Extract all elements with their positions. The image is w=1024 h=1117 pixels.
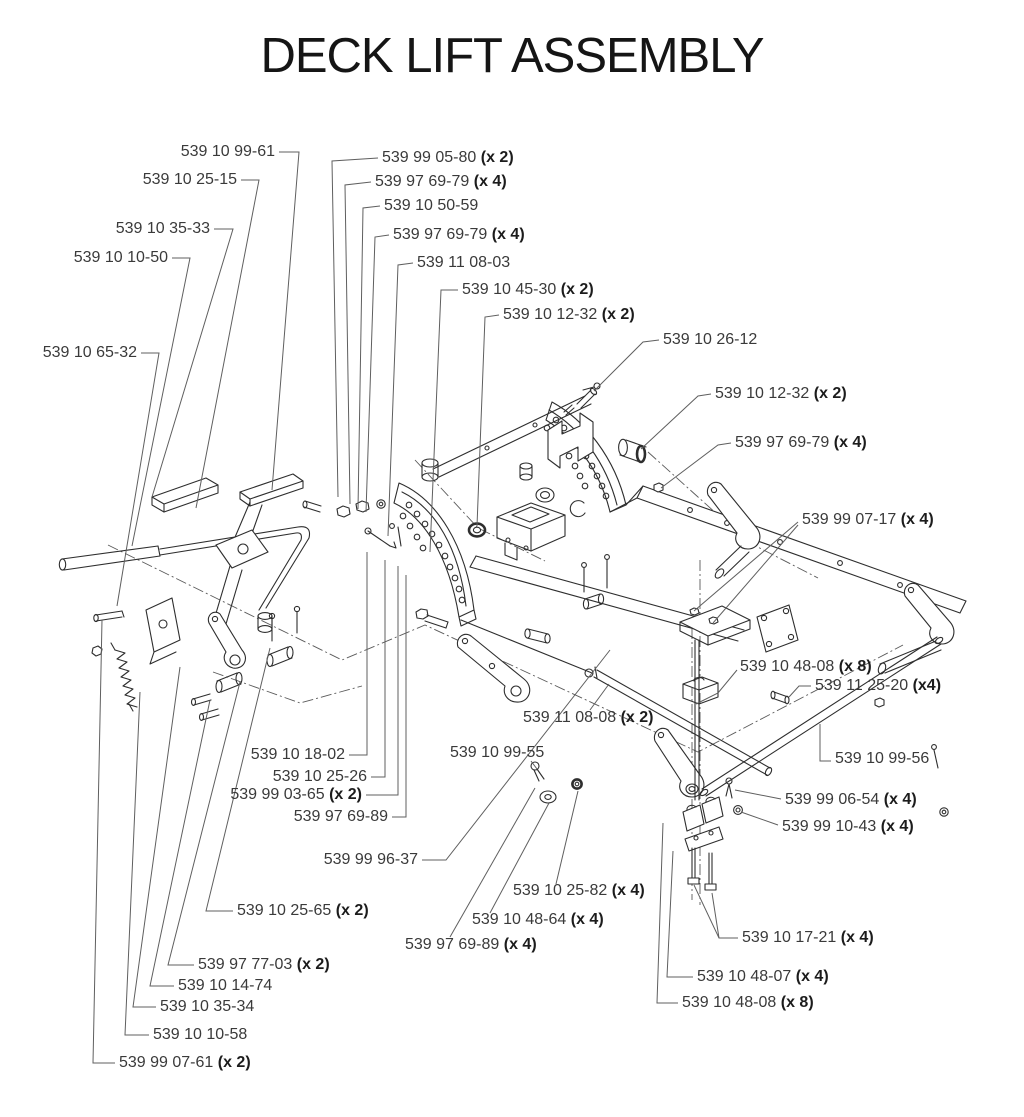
- part-qty: (x 4): [879, 791, 917, 808]
- leader-line: [789, 686, 811, 697]
- mounting-plate: [757, 605, 798, 652]
- diagram-title: DECK LIFT ASSEMBLY: [260, 29, 764, 83]
- part-label: 539 99 07-17 (x 4): [802, 511, 934, 528]
- part-label: 539 10 25-65 (x 2): [237, 902, 369, 919]
- part-qty: (x 4): [566, 911, 604, 928]
- leader-line: [667, 851, 693, 977]
- part-label: 539 10 48-64 (x 4): [472, 911, 604, 928]
- part-label: 539 10 35-33: [115, 220, 210, 237]
- leader-line: [371, 560, 385, 777]
- leader-line: [392, 575, 406, 817]
- part-qty: (x 2): [213, 1054, 251, 1071]
- part-qty: (x 8): [834, 658, 872, 675]
- clamp-plate: [685, 827, 723, 851]
- part-label: 539 10 25-26: [272, 768, 367, 785]
- part-qty: (x 8): [776, 994, 814, 1011]
- leader-line: [735, 790, 781, 799]
- part-label: 539 10 48-07 (x 4): [697, 968, 829, 985]
- leader-line: [272, 152, 299, 490]
- part-label: 539 10 48-08 (x 8): [740, 658, 872, 675]
- upper-clamp-block: [683, 677, 718, 704]
- part-label: 539 10 10-50: [73, 249, 168, 266]
- leader-line: [117, 353, 159, 606]
- clamp-bolts: [688, 848, 716, 890]
- part-label: 539 97 69-79 (x 4): [393, 226, 525, 243]
- leader-line: [741, 812, 778, 825]
- leader-line: [332, 158, 378, 497]
- part-qty: (x 2): [292, 956, 330, 973]
- part-label: 539 10 65-32: [42, 344, 137, 361]
- part-qty: (x 4): [791, 968, 829, 985]
- leader-line: [349, 552, 367, 755]
- fastener-cluster: [303, 500, 401, 548]
- part-qty: (x 4): [469, 173, 507, 190]
- part-label: 539 10 50-59: [384, 197, 479, 214]
- part-label: 539 10 14-74: [178, 977, 273, 994]
- leader-line: [125, 692, 149, 1035]
- part-qty: (x 4): [607, 882, 645, 899]
- part-label: 539 10 18-02: [250, 746, 345, 763]
- washer-cluster: [531, 762, 582, 803]
- leader-line: [366, 235, 389, 512]
- part-qty: (x 4): [487, 226, 525, 243]
- leader-line: [358, 206, 380, 509]
- leader-line: [168, 682, 240, 965]
- leader-line: [93, 620, 115, 1063]
- part-label: 539 11 25-20 (x4): [815, 677, 942, 694]
- part-qty: (x 4): [499, 936, 537, 953]
- leader-line: [150, 700, 210, 986]
- part-qty: (x 2): [597, 306, 635, 323]
- center-box-bracket: [497, 503, 565, 560]
- part-label: 539 99 06-54 (x 4): [785, 791, 917, 808]
- part-label: 539 99 07-61 (x 2): [119, 1054, 251, 1071]
- part-label: 539 10 45-30 (x 2): [462, 281, 594, 298]
- part-label: 539 10 25-15: [142, 171, 237, 188]
- part-qty: (x 2): [331, 902, 369, 919]
- leader-line: [345, 182, 371, 504]
- part-label: 539 10 10-58: [153, 1026, 248, 1043]
- leader-line: [594, 340, 659, 391]
- part-label: 539 99 10-43 (x 4): [782, 818, 914, 835]
- part-label: 539 10 25-82 (x 4): [513, 882, 645, 899]
- leader-line: [590, 684, 609, 710]
- part-label: 539 11 08-08 (x 2): [523, 709, 654, 726]
- leader-line: [366, 566, 398, 795]
- part-qty: (x 2): [809, 385, 847, 402]
- part-qty: (x4): [908, 677, 942, 694]
- spring: [111, 643, 137, 711]
- part-qty: (x 4): [829, 434, 867, 451]
- part-label: 539 10 35-34: [160, 998, 255, 1015]
- part-qty: (x 2): [556, 281, 594, 298]
- clamp-blocks: [683, 797, 723, 831]
- part-qty: (x 4): [836, 929, 874, 946]
- part-label: 539 10 12-32 (x 2): [715, 385, 847, 402]
- part-qty: (x 4): [896, 511, 934, 528]
- leader-line: [152, 229, 233, 497]
- part-label: 539 10 26-12: [663, 331, 758, 348]
- lift-arm-bottom: [654, 728, 704, 797]
- lift-handle-assembly: [59, 474, 401, 720]
- leader-line: [820, 724, 831, 761]
- part-label: 539 10 12-32 (x 2): [503, 306, 635, 323]
- part-label: 539 10 17-21 (x 4): [742, 929, 874, 946]
- part-label: 539 99 96-37: [323, 851, 418, 868]
- part-label: 539 99 03-65 (x 2): [230, 786, 362, 803]
- part-qty: (x 2): [476, 149, 514, 166]
- lift-arm-left: [457, 634, 529, 702]
- part-label: 539 10 99-61: [180, 143, 275, 160]
- part-label: 539 99 05-80 (x 2): [382, 149, 514, 166]
- part-label: 539 97 77-03 (x 2): [198, 956, 330, 973]
- part-qty: (x 2): [324, 786, 362, 803]
- part-label: 539 10 48-08 (x 8): [682, 994, 814, 1011]
- part-label: 539 10 99-55: [450, 744, 545, 761]
- part-label: 539 11 08-03: [417, 254, 511, 271]
- part-qty: (x 2): [616, 709, 654, 726]
- part-label: 539 97 69-89 (x 4): [405, 936, 537, 953]
- part-label: 539 97 69-79 (x 4): [735, 434, 867, 451]
- part-qty: (x 4): [876, 818, 914, 835]
- leader-line: [477, 315, 499, 526]
- part-label: 539 97 69-89: [293, 808, 388, 825]
- part-label: 539 10 99-56: [835, 750, 930, 767]
- leader-line: [694, 885, 738, 938]
- leader-line: [556, 791, 578, 884]
- part-label: 539 97 69-79 (x 4): [375, 173, 507, 190]
- leader-line: [641, 394, 711, 449]
- clamp-base: [680, 606, 750, 645]
- leader-line: [661, 443, 731, 488]
